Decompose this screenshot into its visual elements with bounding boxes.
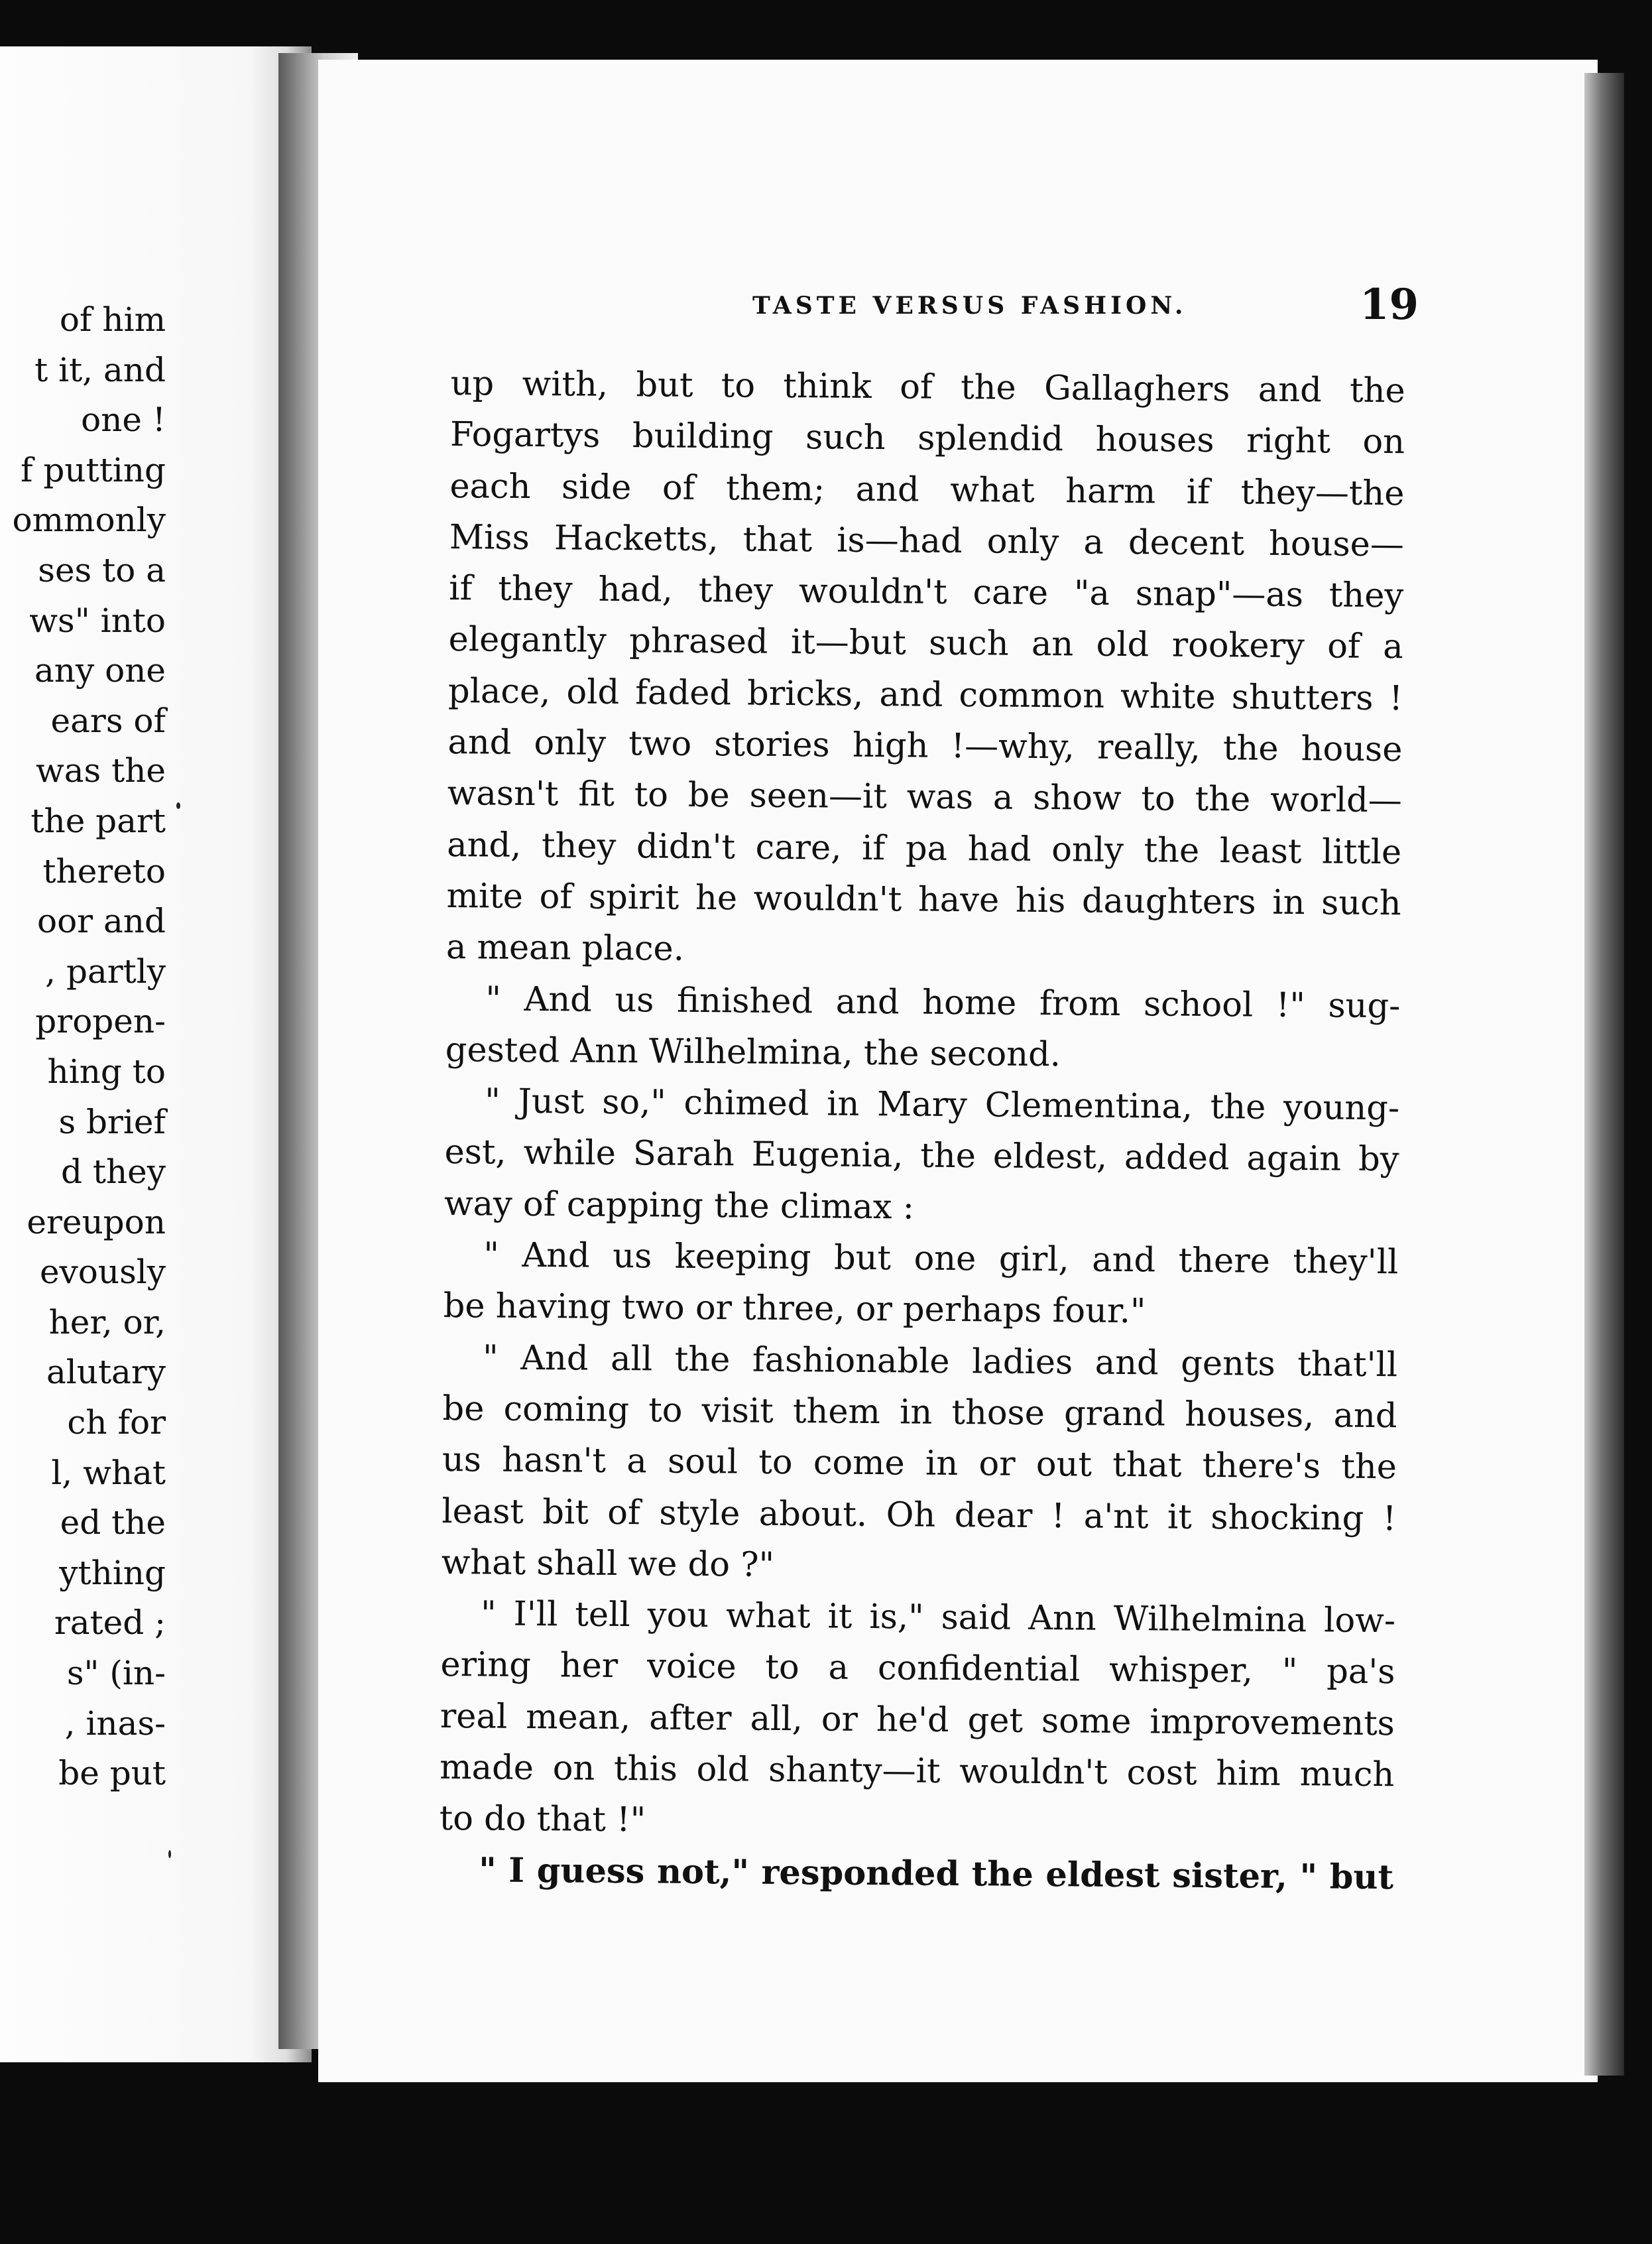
left-line: hing to (47, 1052, 166, 1091)
left-line: her, or, (48, 1302, 166, 1341)
text-line: made on this old shanty—it wouldn't cost him much (440, 1747, 1395, 1795)
left-line: ws" into (29, 601, 166, 640)
page-header (451, 280, 1419, 332)
text-line: and, they didn't care, if pa had only the least little (447, 825, 1402, 872)
left-line: oor and (36, 902, 166, 941)
left-line: be put (58, 1754, 166, 1793)
text-line: and only two stories high !—why, really, the house (447, 723, 1403, 770)
text-line: " Just so," chimed in Mary Clementina, the young- (484, 1082, 1400, 1129)
text-line: " I guess not," responded the eldest sister, " but (478, 1850, 1394, 1897)
text-line: a mean place. (445, 928, 685, 969)
text-line: gested Ann Wilhelmina, the second. (445, 1030, 1061, 1075)
text-line: " I'll tell you what it is," said Ann Wilhelmina low- (480, 1594, 1396, 1641)
text-line: if they had, they wouldn't care "a snap"—as they (449, 569, 1404, 616)
text-line: mite of spirit he wouldn't have his daughters in such (446, 876, 1401, 924)
text-line: ering her voice to a confidential whisper, " pa's (440, 1645, 1395, 1692)
page-number: 19 (1359, 280, 1419, 330)
text-line: place, old faded bricks, and common white shutters ! (447, 671, 1403, 719)
page-edge-shadow (1584, 73, 1624, 2076)
left-line: alutary (46, 1353, 166, 1392)
running-head: TASTE VERSUS FASHION. (752, 292, 1187, 320)
left-line: thereto (42, 851, 166, 891)
left-line: d they (60, 1153, 166, 1192)
scan-speck (168, 1850, 171, 1858)
left-line: l, what (51, 1453, 166, 1492)
text-line: " And all the fashionable ladies and gents that'll (482, 1338, 1398, 1385)
left-line: s brief (58, 1102, 166, 1141)
text-line: each side of them; and what harm if they—the (449, 466, 1405, 513)
left-line: t it, and (34, 350, 166, 389)
text-line: be having two or three, or perhaps four." (443, 1286, 1146, 1332)
scan-speck (176, 802, 180, 809)
text-line: up with, but to think of the Gallaghers and the (450, 363, 1405, 411)
text-line: what shall we do ?" (441, 1542, 775, 1585)
left-line: any one (34, 651, 166, 690)
left-line: the part (30, 801, 166, 840)
text-line: Miss Hacketts, that is—had only a decent house— (449, 517, 1405, 565)
text-line: to do that !" (439, 1799, 646, 1840)
text-line: real mean, after all, or he'd get some improvements (440, 1696, 1395, 1743)
left-line: ereupon (27, 1202, 166, 1241)
text-line: Fogartys building such splendid houses right on (449, 415, 1405, 462)
text-line: least bit of style about. Oh dear ! a'nt it shocking ! (442, 1491, 1397, 1538)
text-line: elegantly phrased it—but such an old rookery of a (448, 620, 1403, 667)
left-line: f putting (21, 450, 166, 489)
left-line: ommonly (12, 501, 166, 540)
left-line: rated ; (54, 1603, 166, 1643)
left-line: ch for (67, 1403, 166, 1442)
left-line: of him (59, 300, 166, 339)
text-line: " And us keeping but one girl, and there they'll (483, 1235, 1399, 1282)
left-line: ears of (50, 701, 166, 740)
text-line: way of capping the climax : (443, 1184, 915, 1227)
left-line: , inas- (64, 1704, 166, 1743)
text-line: wasn't fit to be seen—it was a show to the world— (447, 774, 1403, 821)
left-line: ything (59, 1553, 166, 1592)
left-line: ed the (60, 1503, 166, 1542)
left-page-text (0, 295, 166, 1799)
text-line: us hasn't a soul to come in or out that there's the (442, 1440, 1397, 1487)
right-page-text (439, 358, 1405, 1903)
left-line: ses to a (38, 550, 166, 590)
text-line: " And us finished and home from school !" sug- (485, 979, 1401, 1026)
left-line: propen- (35, 1002, 166, 1041)
left-line: , partly (45, 952, 166, 991)
left-line: was the (35, 751, 166, 790)
left-line: s" (in- (66, 1654, 166, 1693)
text-line: be coming to visit them in those grand houses, and (442, 1389, 1397, 1436)
text-line: est, while Sarah Eugenia, the eldest, added again by (444, 1133, 1399, 1180)
left-line: evously (39, 1253, 166, 1292)
left-line: one ! (81, 401, 166, 440)
